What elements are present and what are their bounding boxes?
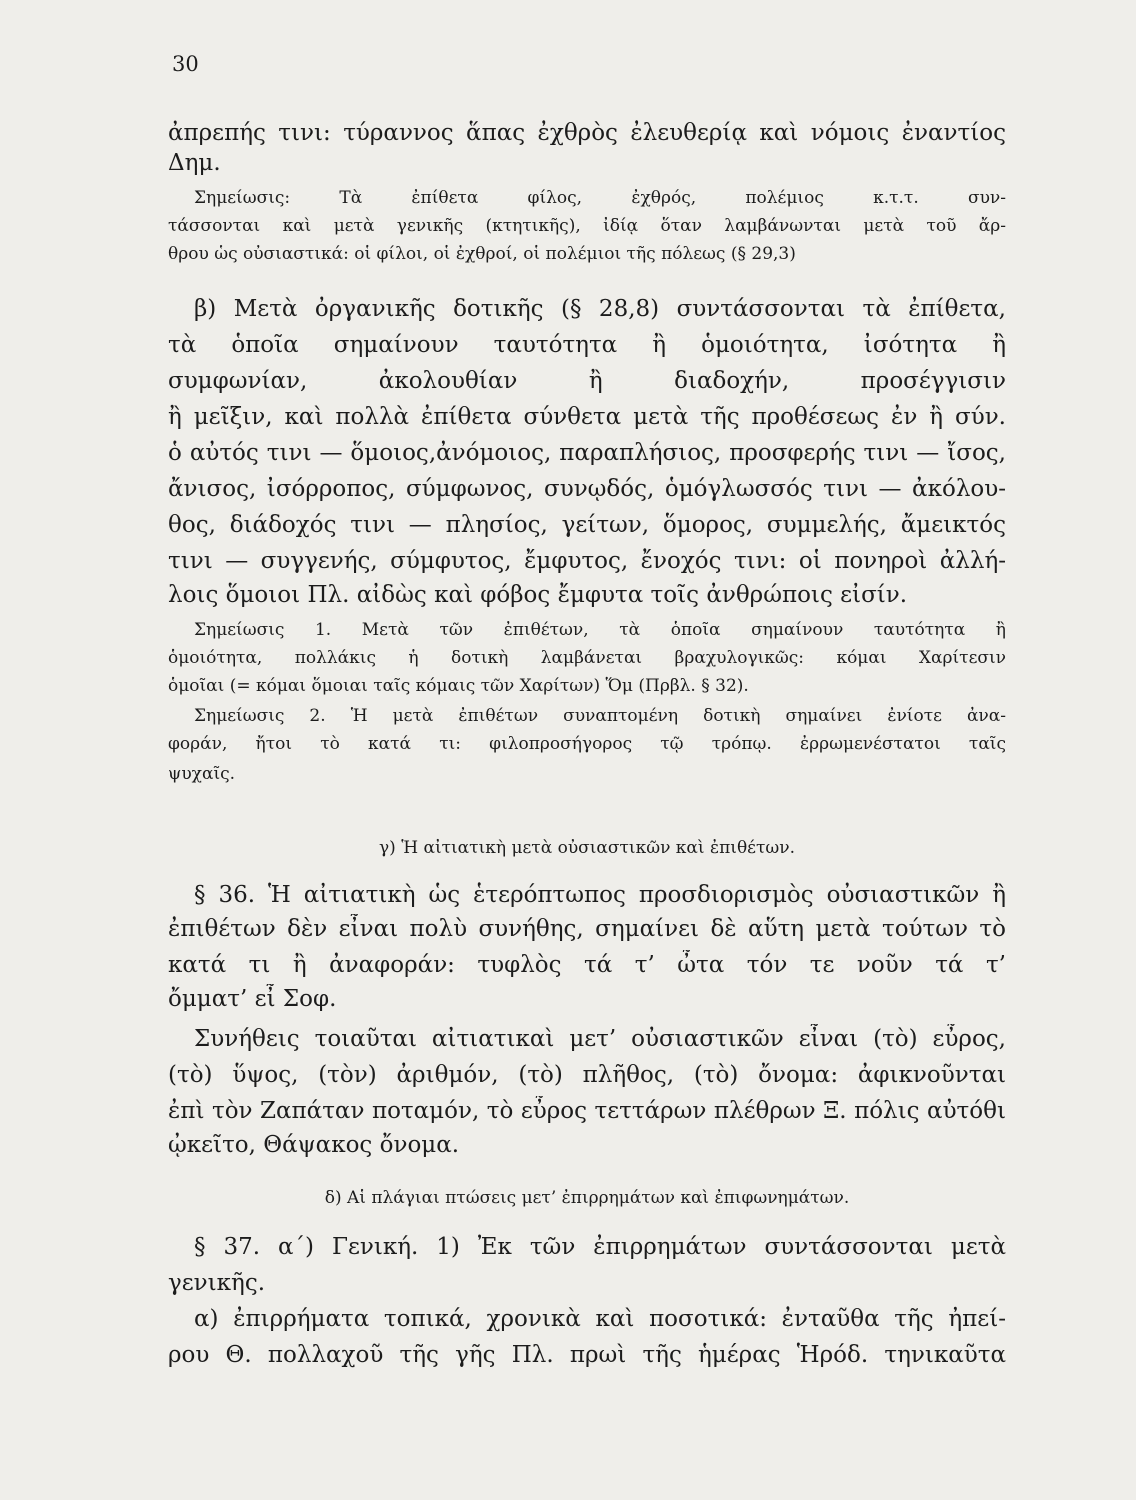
text-line: θρου ὡς οὐσιαστικά: οἱ φίλοι, οἱ ἐχθροί, οἱ πολέμιοι τῆς πόλεως (§ 29,3) — [168, 244, 796, 264]
text-line: ὁμοιότητα, πολλάκις ἡ δοτικὴ λαμβάνεται βραχυλογικῶς: κόμαι Χαρίτεσιν — [168, 648, 1006, 668]
text-line: ψυχαῖς. — [168, 764, 236, 784]
text-line: Σημείωσις 1. Μετὰ τῶν ἐπιθέτων, τὰ ὁποῖα σημαίνουν ταυτότητα ἢ — [194, 620, 1006, 640]
page-number: 30 — [172, 52, 199, 76]
text-line: τὰ ὁποῖα σημαίνουν ταυτότητα ἢ ὁμοιότητα, ἰσότητα ἢ — [168, 332, 1006, 358]
text-line: κατά τι ἢ ἀναφοράν: τυφλὸς τά τ’ ὦτα τόν τε νοῦν τά τ’ — [168, 952, 1006, 978]
text-line: § 36. Ἡ αἰτιατικὴ ὡς ἑτερόπτωπος προσδιορισμὸς οὐσιαστικῶν ἢ — [194, 882, 1006, 908]
text-line: ᾠκεῖτο, Θάψακος ὄνομα. — [168, 1132, 460, 1158]
text-line: ρου Θ. πολλαχοῦ τῆς γῆς Πλ. πρωὶ τῆς ἡμέρας Ἡρόδ. τηνικαῦτα — [168, 1342, 1006, 1368]
text-line: β) Μετὰ ὀργανικῆς δοτικῆς (§ 28,8) συντάσσονται τὰ ἐπίθετα, — [194, 296, 1006, 322]
text-line: (τὸ) ὕψος, (τὸν) ἀριθμόν, (τὸ) πλῆθος, (τὸ) ὄνομα: ἀφικνοῦνται — [168, 1062, 1006, 1088]
text-line: ἐπιθέτων δὲν εἶναι πολὺ συνήθης, σημαίνει δὲ αὕτη μετὰ τούτων τὸ — [168, 916, 1006, 942]
text-line: ὁμοῖαι (= κόμαι ὅμοιαι ταῖς κόμαις τῶν Χαρίτων) Ὅμ (Πρβλ. § 32). — [168, 676, 749, 696]
text-line: ἄνισος, ἰσόρροπος, σύμφωνος, συνῳδός, ὁμόγλωσσός τινι — ἀκόλου- — [168, 476, 1006, 502]
text-line: τινι — συγγενής, σύμφυτος, ἔμφυτος, ἔνοχός τινι: οἱ πονηροὶ ἀλλή- — [168, 548, 1006, 574]
text-line: Δημ. — [168, 150, 221, 176]
text-line: γενικῆς. — [168, 1270, 266, 1296]
text-line: ἐπὶ τὸν Ζαπάταν ποταμόν, τὸ εὖρος τεττάρων πλέθρων Ξ. πόλις αὐτόθι — [168, 1098, 1006, 1124]
text-line: τάσσονται καὶ μετὰ γενικῆς (κτητικῆς), ἰδίᾳ ὅταν λαμβάνωνται μετὰ τοῦ ἄρ- — [168, 216, 1006, 236]
text-line: α) ἐπιρρήματα τοπικά, χρονικὰ καὶ ποσοτικά: ἐνταῦθα τῆς ἠπεί- — [194, 1306, 1006, 1332]
text-line: ὁ αὐτός τινι — ὅμοιος,ἀνόμοιος, παραπλήσιος, προσφερής τινι — ἴσος, — [168, 440, 1006, 466]
text-line: Σημείωσις 2. Ἡ μετὰ ἐπιθέτων συναπτομένη δοτικὴ σημαίνει ἐνίοτε ἀνα- — [194, 706, 1006, 726]
text-line: ἀπρεπής τινι: τύραννος ἅπας ἐχθρὸς ἐλευθερίᾳ καὶ νόμοις ἐναντίος — [168, 120, 1006, 146]
text-line: φοράν, ἤτοι τὸ κατά τι: φιλοπροσήγορος τῷ τρόπῳ. ἐρρωμενέστατοι ταῖς — [168, 734, 1006, 754]
text-line: § 37. α΄) Γενική. 1) Ἐκ τῶν ἐπιρρημάτων συντάσσονται μετὰ — [194, 1234, 1006, 1260]
text-line: συμφωνίαν, ἀκολουθίαν ἢ διαδοχήν, προσέγγισιν — [168, 368, 1006, 394]
text-line: γ) Ἡ αἰτιατικὴ μετὰ οὐσιαστικῶν καὶ ἐπιθέτων. — [379, 838, 795, 858]
text-line: ἢ μεῖξιν, καὶ πολλὰ ἐπίθετα σύνθετα μετὰ τῆς προθέσεως ἐν ἢ σύν. — [168, 404, 1006, 430]
text-line: λοις ὅμοιοι Πλ. αἰδὼς καὶ φόβος ἔμφυτα τοῖς ἀνθρώποις εἰσίν. — [168, 582, 908, 608]
text-line: ὄμματ’ εἶ Σοφ. — [168, 986, 337, 1012]
text-line: Σημείωσις: Τὰ ἐπίθετα φίλος, ἐχθρός, πολέμιος κ.τ.τ. συν- — [194, 188, 1006, 208]
text-line: δ) Αἱ πλάγιαι πτώσεις μετ’ ἐπιρρημάτων καὶ ἐπιφωνημάτων. — [324, 1188, 850, 1208]
text-line: θος, διάδοχός τινι — πλησίος, γείτων, ὅμορος, συμμελής, ἄμεικτός — [168, 512, 1006, 538]
text-line: Συνήθεις τοιαῦται αἰτιατικαὶ μετ’ οὐσιαστικῶν εἶναι (τὸ) εὖρος, — [194, 1026, 1006, 1052]
